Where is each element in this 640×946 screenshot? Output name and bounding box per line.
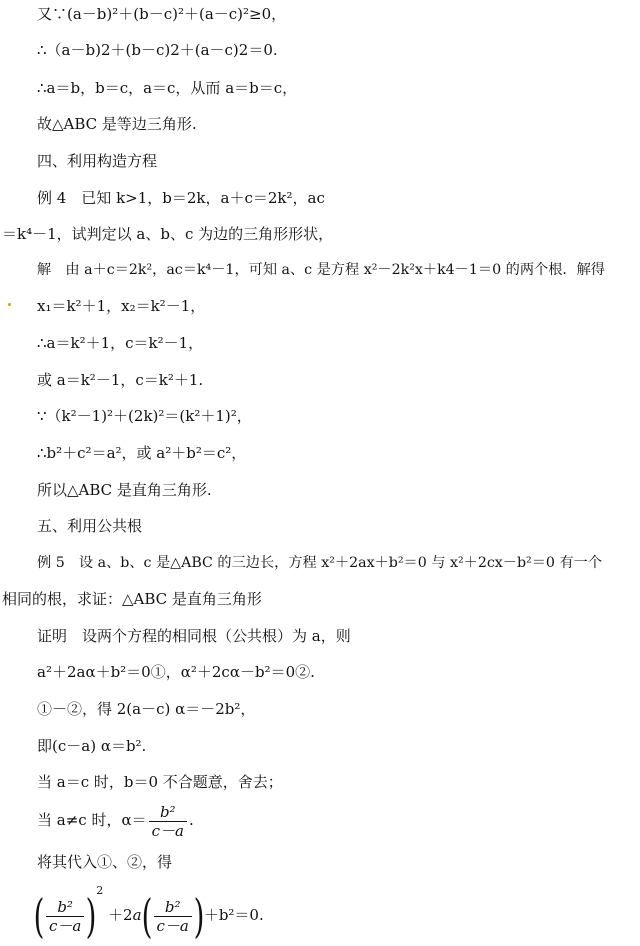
final-equation [33,884,264,943]
left-paren: ( [33,889,45,943]
text-line: ∴a＝k²＋1，c＝k²－1， [37,334,204,352]
section-heading: 五、利用公共根 [37,517,143,535]
text-line: ∴a＝b，b＝c，a＝c，从而 a＝b＝c， [37,79,298,97]
fraction-numerator: b² [164,897,181,916]
text-line: ①－②，得 2(a－c) α＝－2b²， [37,700,256,718]
text-line: 例 5 设 a、b、c 是△ABC 的三边长，方程 x²＋2ax＋b²＝0 与 x²＋2cx－b²＝0 有一个 [37,555,603,571]
fraction-denominator: c－a [46,916,84,935]
fraction [149,803,187,840]
text-line: ∵（k²－1)²＋(2k)²＝(k²＋1)²， [37,407,252,425]
fraction-denominator: c－a [154,916,192,935]
equation-tail: ＋b²＝0. [203,906,264,924]
right-paren: ) [85,889,97,943]
fraction-numerator: b² [57,897,73,916]
fraction-denominator: c－a [149,821,187,840]
text-line: 故△ABC 是等边三角形. [37,115,197,133]
text-line: ∴b²＋c²＝a²，或 a²＋b²＝c²， [37,444,247,462]
text-line: 将其代入①、②，得 [37,853,173,871]
margin-dot [8,303,11,306]
variable-a: a [132,906,142,924]
text-line: a²＋2aα＋b²＝0①，α²＋2cα－b²＝0②. [37,663,315,681]
fraction-numerator: b² [159,802,176,821]
text-line: 或 a＝k²－1，c＝k²＋1. [37,371,204,389]
text-line: 当 a＝c 时，b＝0 不合题意，舍去； [37,773,283,791]
text-line: 相同的根，求证：△ABC 是直角三角形 [2,590,262,608]
square-exponent: 2 [96,884,104,897]
fraction-line [37,800,194,840]
text-line: 即(c－a) α＝b². [37,737,147,755]
text-line: 例 4 已知 k>1，b＝2k，a＋c＝2k²，ac [37,189,325,207]
fraction-tail: . [188,811,194,829]
fraction [46,898,84,935]
left-paren: ( [141,889,152,943]
text-line: 证明 设两个方程的相同根（公共根）为 a，则 [37,627,351,645]
plus-two: ＋2 [108,906,133,924]
right-paren: ) [193,889,205,943]
section-heading: 四、利用构造方程 [37,152,158,170]
text-line: 又∵(a－b)²＋(b－c)²＋(a－c)²≥0， [37,5,287,23]
text-line: ∴（a－b)2＋(b－c)2＋(a－c)2＝0. [37,41,278,59]
fraction [154,898,192,935]
text-line: x₁＝k²＋1，x₂＝k²－1， [37,297,206,315]
fraction-lead: 当 a≠c 时，α＝ [37,811,147,829]
text-line: 解 由 a＋c＝2k²，ac＝k⁴－1，可知 a、c 是方程 x²－2k²x＋k4－1＝0 的两个根．解得 [37,262,605,278]
text-line: ＝k⁴－1，试判定以 a、b、c 为边的三角形形状， [2,225,334,243]
text-line: 所以△ABC 是直角三角形. [37,481,212,499]
